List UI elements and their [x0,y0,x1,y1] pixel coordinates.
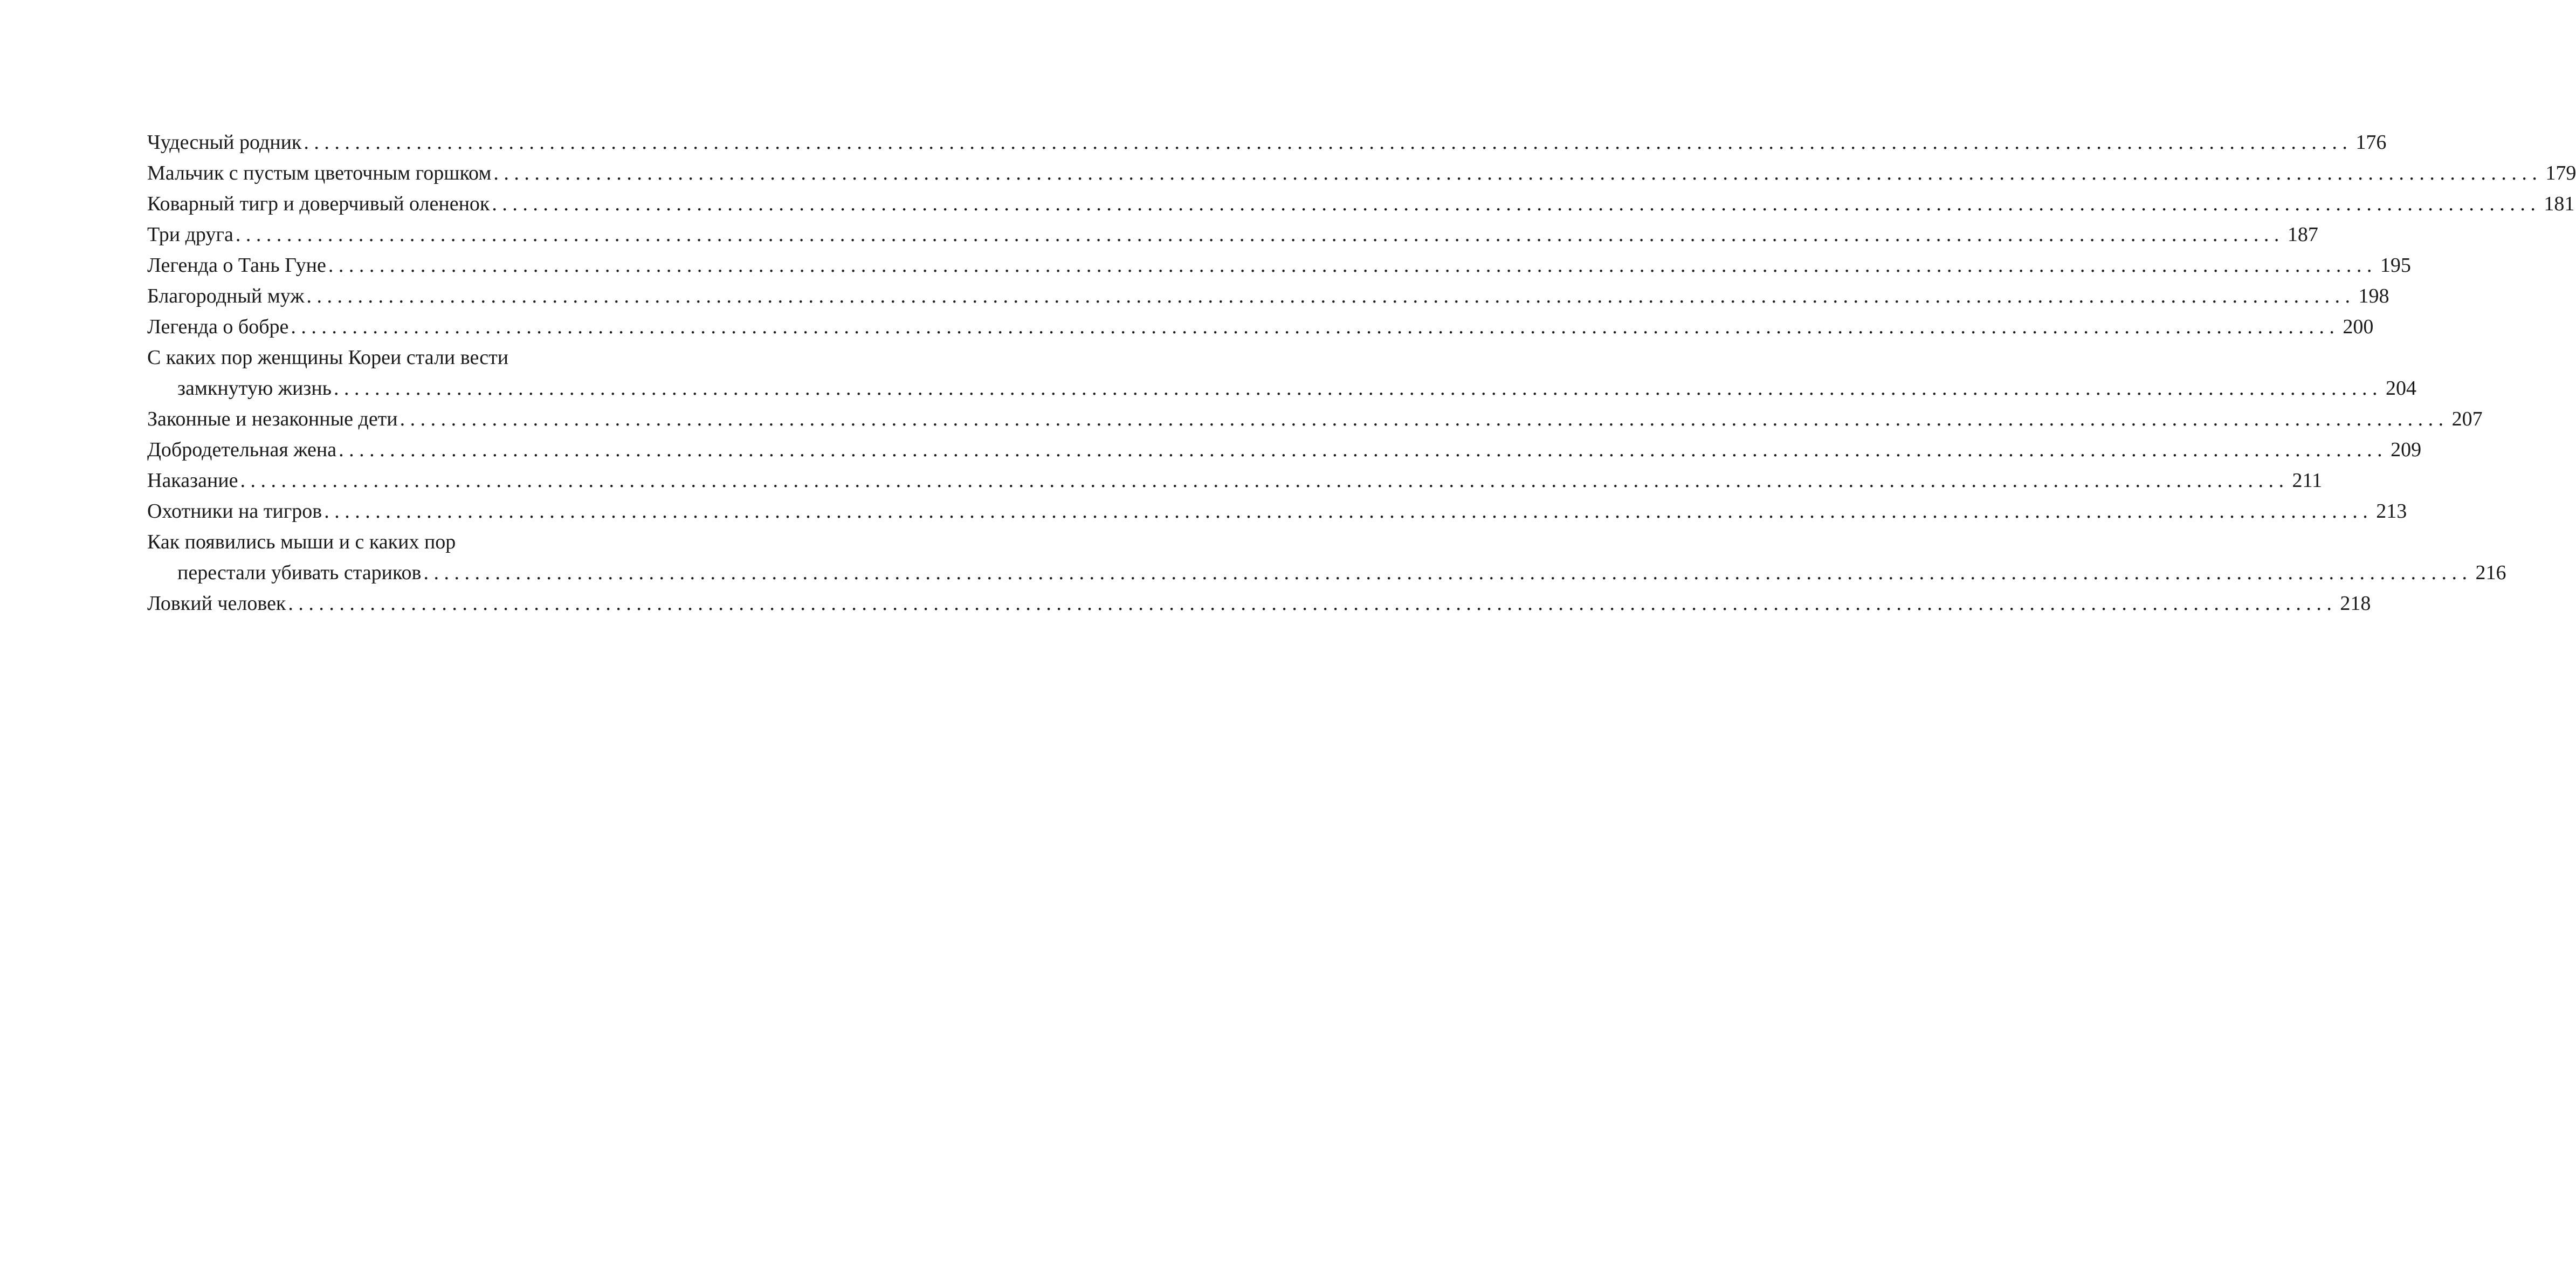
toc-entry-title: Как появились мыши и с каких пор [147,531,456,553]
dot-leader: ........................................................................................................................................................................................................ [240,469,2289,492]
toc-entry [147,465,2323,496]
toc-entry [147,219,2318,250]
toc-entry-title-continuation: замкнутую жизнь [177,377,332,400]
dot-leader: ........................................................................................................................................................................................................ [328,254,2377,277]
dot-leader: ........................................................................................................................................................................................................ [492,193,2541,215]
toc-entry-title: Коварный тигр и доверчивый олененок [147,193,490,215]
table-of-contents [147,127,2576,619]
toc-entry-title: Законные и незаконные дети [147,408,398,430]
toc-entry-page: 195 [2380,254,2411,277]
dot-leader: ........................................................................................................................................................................................................ [306,285,2355,307]
dot-leader: ........................................................................................................................................................................................................ [423,561,2472,584]
toc-entry-page: 200 [2343,315,2374,338]
toc-entry-page: 209 [2391,438,2422,461]
toc-entry [147,312,2374,342]
toc-entry-page: 181 [2544,193,2575,215]
toc-entry-page: 179 [2545,162,2576,184]
toc-entry [147,435,2422,465]
toc-entry-title: Наказание [147,469,238,492]
toc-entry-page: 213 [2376,500,2407,523]
toc-entry-title: Легенда о Тань Гуне [147,254,326,277]
toc-entry-page: 204 [2385,377,2416,400]
toc-entry [147,342,2416,404]
toc-entry [147,496,2407,527]
toc-entry-title: Благородный муж [147,285,305,307]
toc-entry [147,189,2575,219]
toc-entry-title: Три друга [147,223,233,246]
toc-entry-page: 176 [2355,131,2387,154]
toc-entry [147,127,2387,158]
toc-entry [147,527,2506,588]
toc-entry-title: С каких пор женщины Кореи стали вести [147,346,509,369]
toc-entry-title: Чудесный родник [147,131,302,154]
dot-leader: ........................................................................................................................................................................................................ [333,377,2382,400]
dot-leader: ........................................................................................................................................................................................................ [400,408,2449,430]
toc-entry-title: Мальчик с пустым цветочным горшком [147,162,492,184]
toc-entry [147,588,2371,619]
dot-leader: ........................................................................................................................................................................................................ [493,162,2543,184]
dot-leader: ........................................................................................................................................................................................................ [324,500,2373,523]
dot-leader: ........................................................................................................................................................................................................ [291,315,2340,338]
toc-entry-page: 198 [2358,285,2389,307]
toc-entry-page: 216 [2475,561,2506,584]
dot-leader: ........................................................................................................................................................................................................ [339,438,2388,461]
toc-entry-title: Ловкий человек [147,592,286,615]
toc-entry [147,250,2411,281]
toc-entry-title-continuation: перестали убивать стариков [177,561,422,584]
toc-entry-title: Охотники на тигров [147,500,322,523]
toc-entry-title: Легенда о бобре [147,315,289,338]
toc-entry [147,281,2389,312]
dot-leader: ........................................................................................................................................................................................................ [235,223,2284,246]
toc-entry [147,404,2483,435]
toc-entry-title: Добродетельная жена [147,438,337,461]
toc-entry-page: 207 [2451,408,2483,430]
dot-leader: ........................................................................................................................................................................................................ [304,131,2353,154]
toc-entry-page: 211 [2292,469,2323,492]
dot-leader: ........................................................................................................................................................................................................ [288,592,2337,615]
toc-entry-page: 218 [2340,592,2371,615]
toc-entry [147,158,2576,189]
toc-entry-page: 187 [2287,223,2318,246]
